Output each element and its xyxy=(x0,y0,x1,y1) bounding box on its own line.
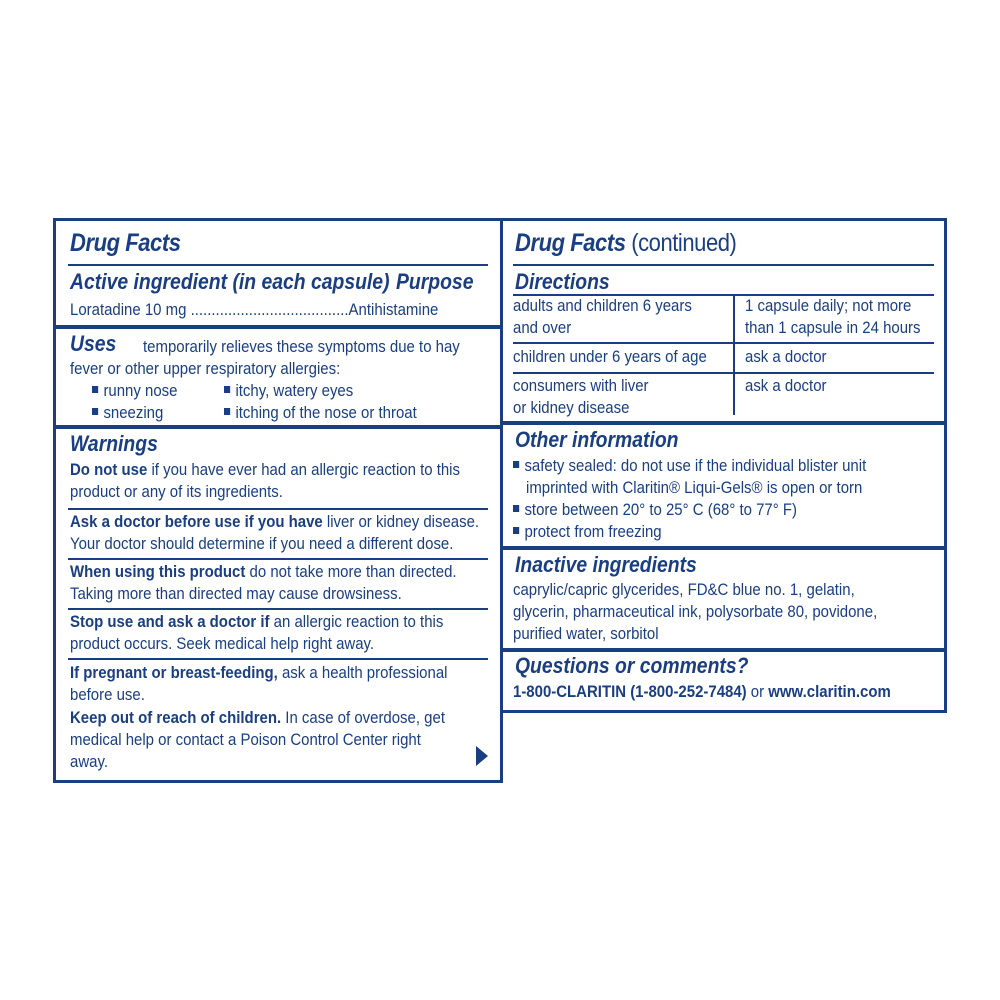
table-cell: ask a doctor xyxy=(745,347,827,366)
warning-do-not-use: Do not use if you have ever had an allergic reaction to this xyxy=(70,460,460,479)
warning-keep-out: away. xyxy=(70,752,108,771)
inactive-ingredients-text: glycerin, pharmaceutical ink, polysorbate 80, povidone, xyxy=(513,602,878,621)
bullet-icon xyxy=(513,505,519,512)
divider xyxy=(56,325,500,329)
list-item: store between 20° to 25° C (68° to 77° F) xyxy=(513,499,797,521)
bullet-icon xyxy=(513,461,519,468)
list-item: runny nose xyxy=(92,380,177,402)
uses-intro: fever or other upper respiratory allergies: xyxy=(70,359,341,378)
list-item: itching of the nose or throat xyxy=(224,402,417,424)
drug-facts-panel-left xyxy=(53,218,503,783)
warning-ask-doctor: Ask a doctor before use if you have liver or kidney disease. xyxy=(70,512,480,531)
warning-pregnant: before use. xyxy=(70,685,145,704)
warnings-heading: Warnings xyxy=(70,431,158,456)
table-cell: or kidney disease xyxy=(513,398,630,417)
warning-ask-doctor: Your doctor should determine if you need a different dose. xyxy=(70,534,454,553)
warning-keep-out: medical help or contact a Poison Control Center right xyxy=(70,730,421,749)
list-item: imprinted with Claritin® Liqui-Gels® is open or torn xyxy=(526,478,863,497)
table-cell: children under 6 years of age xyxy=(513,347,707,366)
inactive-ingredients-text: purified water, sorbitol xyxy=(513,624,659,643)
table-cell: 1 capsule daily; not more xyxy=(745,296,912,315)
divider xyxy=(513,372,934,374)
warning-when-using: When using this product do not take more than directed. xyxy=(70,562,457,581)
drug-facts-title: Drug Facts xyxy=(70,229,181,257)
table-cell: than 1 capsule in 24 hours xyxy=(745,318,921,337)
divider xyxy=(68,558,488,560)
website-link: www.claritin.com xyxy=(768,682,891,701)
active-ingredient-header: Active ingredient (in each capsule) xyxy=(70,269,390,294)
warning-do-not-use: product or any of its ingredients. xyxy=(70,482,283,501)
list-item: sneezing xyxy=(92,402,163,424)
divider xyxy=(503,421,944,425)
bullet-icon xyxy=(92,408,98,415)
drug-facts-panel-right xyxy=(500,218,947,713)
warning-pregnant: If pregnant or breast-feeding, ask a health professional xyxy=(70,663,448,682)
table-cell: and over xyxy=(513,318,572,337)
list-item: protect from freezing xyxy=(513,521,662,543)
questions-heading: Questions or comments? xyxy=(515,653,749,678)
divider xyxy=(503,648,944,652)
drug-facts-continued-title: Drug Facts (continued) xyxy=(515,229,737,257)
divider xyxy=(68,608,488,610)
continue-arrow-icon xyxy=(476,746,488,766)
divider xyxy=(68,508,488,510)
table-column-divider xyxy=(733,295,735,415)
bullet-icon xyxy=(224,408,230,415)
table-cell: ask a doctor xyxy=(745,376,827,395)
divider xyxy=(56,425,500,429)
other-information-heading: Other information xyxy=(515,427,679,452)
contact-line: 1-800-CLARITIN (1-800-252-7484) or www.claritin.com xyxy=(513,682,891,701)
divider xyxy=(513,342,934,344)
list-item: itchy, watery eyes xyxy=(224,380,353,402)
bullet-icon xyxy=(513,527,519,534)
inactive-ingredients-text: caprylic/capric glycerides, FD&C blue no. 1, gelatin, xyxy=(513,580,855,599)
purpose-header: Purpose xyxy=(396,269,474,294)
phone-number: 1-800-CLARITIN (1-800-252-7484) xyxy=(513,682,747,701)
directions-heading: Directions xyxy=(515,269,610,294)
warning-stop-use: product occurs. Seek medical help right away. xyxy=(70,634,375,653)
divider xyxy=(68,264,488,266)
warning-keep-out: Keep out of reach of children. In case of overdose, get xyxy=(70,708,445,727)
warning-when-using: Taking more than directed may cause drowsiness. xyxy=(70,584,402,603)
warning-stop-use: Stop use and ask a doctor if an allergic reaction to this xyxy=(70,612,444,631)
uses-intro: temporarily relieves these symptoms due to hay xyxy=(143,337,460,356)
bullet-icon xyxy=(224,386,230,393)
divider xyxy=(503,546,944,550)
divider xyxy=(68,658,488,660)
inactive-ingredients-heading: Inactive ingredients xyxy=(515,552,697,577)
bullet-icon xyxy=(92,386,98,393)
active-ingredient-line: Loratadine 10 mg ......................................Antihistamine xyxy=(70,300,439,319)
uses-heading: Uses xyxy=(70,331,117,356)
divider xyxy=(513,264,934,266)
list-item: safety sealed: do not use if the individual blister unit xyxy=(513,455,866,477)
table-cell: consumers with liver xyxy=(513,376,649,395)
table-cell: adults and children 6 years xyxy=(513,296,692,315)
